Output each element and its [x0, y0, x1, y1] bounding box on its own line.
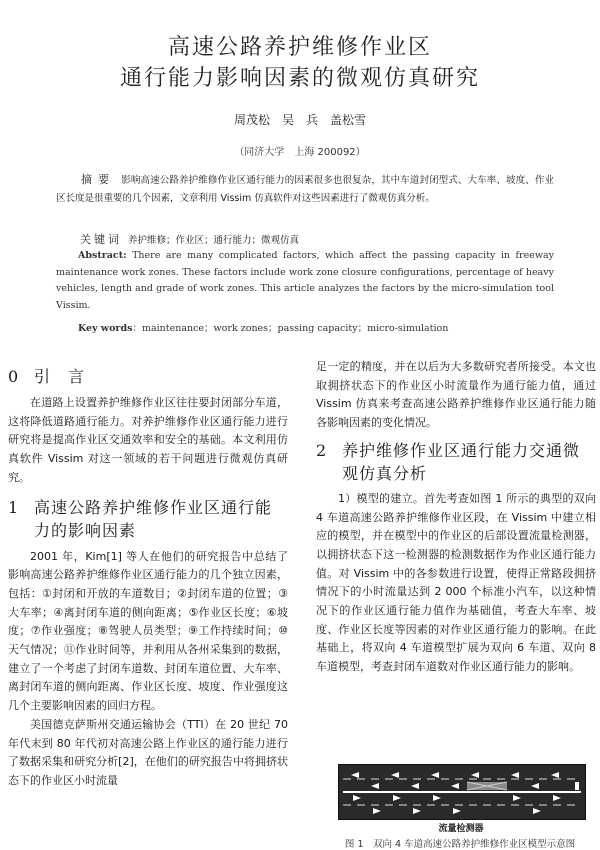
paper-title-line-1: 高速公路养护维修作业区 [167, 35, 432, 60]
left-column [8, 358, 288, 791]
section-0-number: 0 [8, 367, 19, 386]
right-column [316, 358, 596, 677]
section-1-paragraph-1: 2001 年，Kim[1] 等人在他们的研究报告中总结了影响高速公路养护维修作业区通行能力的几个独立因素，包括：①封闭和开放的车道数目；②封闭车道的位置；③大车率；④离封闭车道的侧向距离；⑤作业区长度；⑥坡度；⑦作业强度；⑧驾驶人员类型；⑨工作持续时间；⑩天气情况；⑪作业时间等，并利用从各州采集到的数据，建立了一个考虑了封闭车道数、封闭车道位置、大车率、离封闭车道的侧向距离、作业区长度、坡度、作业强度这几个主要影响因素的回归方程。 [8, 549, 288, 713]
section-1-number: 1 [8, 497, 19, 517]
figure-1-road-diagram [338, 764, 586, 820]
keywords-cn-text: 养护维修；作业区；通行能力；微观仿真 [128, 235, 300, 246]
authors: 周茂松 吴 兵 盖松雪 [233, 113, 366, 127]
paper-title-line-2: 通行能力影响因素的微观仿真研究 [119, 66, 480, 91]
affiliation: （同济大学 上海 200092） [234, 147, 366, 158]
keywords-en-text: ：maintenance；work zones；passing capacity；micro-simulation [132, 323, 449, 334]
keywords-cn [80, 231, 554, 247]
section-1-heading [8, 496, 288, 542]
abstract-cn-label: 摘要 [81, 173, 116, 186]
section-1-title: 高速公路养护维修作业区通行能力的影响因素 [34, 497, 273, 540]
abstract-cn-text: 影响高速公路养护维修作业区通行能力的因素很多也很复杂，其中车道封闭型式、大车率、坡度、作业区长度是很重要的几个因素，文章利用 Vissim 仿真软件对这些因素进行了微观仿真分析。 [56, 175, 554, 204]
abstract-en-text: There are many complicated factors, which affect the passing capacity in freeway maintenance work zones. These factors include work zone closure configurations, percentage of heavy vehicles, length and grade of work zones. This article analyzes the factors by the micro-simulation tool Vissim. [56, 250, 554, 312]
abstract-en [56, 248, 554, 315]
work-zone-closure [467, 782, 507, 790]
section-2-title: 养护维修作业区通行能力交通微观仿真分析 [342, 440, 581, 483]
section-2-number: 2 [316, 440, 327, 460]
figure-caption: 图 1 双向 4 车道高速公路养护维修作业区模型示意图 [344, 839, 576, 850]
keywords-en-label: Key words [78, 323, 133, 334]
section-1-paragraph-continued: 足一定的精度，并在以后为大多数研究者所接受。本文也取拥挤状态下的作业区小时流量作为通行能力值，通过 Vissim 仿真来考查高速公路养护维修作业区通行能力随各影响因素的变化情况。 [316, 360, 596, 430]
section-2-heading [316, 439, 596, 485]
flow-detector-marker [575, 782, 579, 790]
section-0-heading [8, 365, 288, 388]
abstract-en-label: Abstract: [78, 250, 127, 261]
figure-detector-label: 流量检测器 [438, 824, 484, 834]
section-0-paragraph: 在道路上设置养护维修作业区往往要封闭部分车道，这将降低道路通行能力。对养护维修作业区通行能力进行研究将是提高作业区交通效率和安全的基础。本文利用仿真软件 Vissim 对这一领域的若干问题进行微观仿真研究。 [8, 396, 288, 484]
keywords-cn-label: 关键词 [80, 233, 122, 246]
road-diagram-svg [339, 765, 585, 819]
section-0-title: 引 言 [34, 367, 86, 386]
abstract-cn [56, 171, 554, 208]
keywords-en [78, 320, 554, 334]
section-1-paragraph-2: 美国德克萨斯州交通运输协会（TTI）在 20 世纪 70 年代末到 80 年代初对高速公路上作业区的通行能力进行了数据采集和研究分析[2]，在他们的研究报告中将拥挤状态下的作业区小时流量 [8, 717, 288, 787]
section-2-paragraph: 1）模型的建立。首先考查如图 1 所示的典型的双向 4 车道高速公路养护维修作业区段，在 Vissim 中建立相应的模型，并在模型中的作业区的后部设置流量检测器，以拥挤状态下这一检测器的检测数据作为作业区通行能力值。对 Vissim 中的各参数进行设置，使得正常路段拥挤情况下的小时流量达到 2 000 个标准小汽车，以这种情况下的作业区通行能力值作为基础值，考查大车率、坡度、作业区长度等因素的对作业区通行能力的影响。在此基础上，将双向 4 车道模型扩展为双向 6 车道、双向 8 车道模型，考查封闭车道数对作业区通行能力的影响。 [316, 491, 596, 674]
